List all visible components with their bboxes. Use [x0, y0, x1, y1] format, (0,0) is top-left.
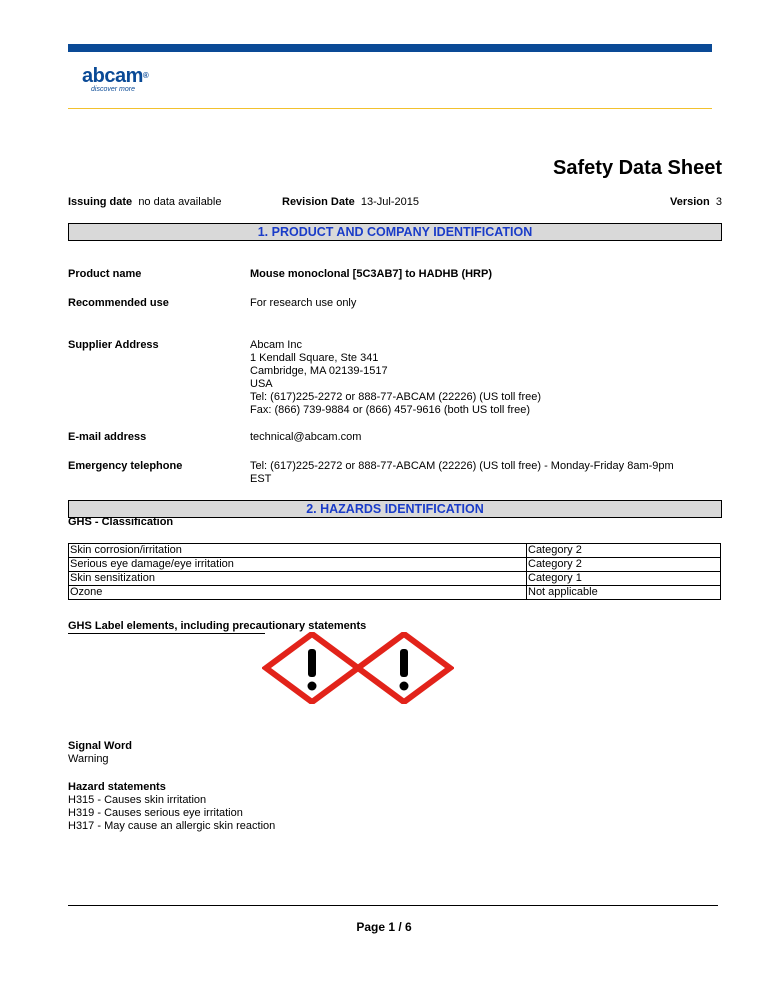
- supplier-line: 1 Kendall Square, Ste 341: [250, 352, 379, 364]
- issuing-date-value: no data available: [138, 196, 222, 208]
- table-row: [69, 586, 721, 600]
- revision-date-label: Revision Date: [282, 196, 355, 208]
- heading-underline: [68, 633, 265, 634]
- issuing-date: [68, 196, 222, 208]
- emergency-telephone-value: [250, 460, 674, 486]
- logo-text: abcam: [82, 65, 143, 87]
- product-name-value: Mouse monoclonal [5C3AB7] to HADHB (HRP): [250, 268, 493, 280]
- supplier-address-block: [250, 339, 541, 417]
- footer-rule: [68, 905, 718, 906]
- supplier-line: USA: [250, 378, 273, 390]
- hazard-category-cell: Category 1: [527, 572, 721, 586]
- hazard-category-cell: Not applicable: [527, 586, 721, 600]
- issuing-date-label: Issuing date: [68, 196, 133, 208]
- hazard-class-cell: Skin sensitization: [69, 572, 527, 586]
- signal-word-label: Signal Word: [68, 740, 132, 752]
- table-row: [69, 572, 721, 586]
- hazard-statement: H315 - Causes skin irritation: [68, 794, 207, 806]
- hazard-statement: H317 - May cause an allergic skin reaction: [68, 820, 276, 832]
- header-gold-rule: [68, 108, 712, 109]
- page-number: Page 1 / 6: [356, 920, 412, 934]
- section-2-heading: 2. HAZARDS IDENTIFICATION: [68, 500, 722, 518]
- abcam-logo: [82, 66, 148, 94]
- supplier-line: Abcam Inc: [250, 339, 302, 351]
- hazard-category-cell: Category 2: [527, 544, 721, 558]
- section-1-heading: 1. PRODUCT AND COMPANY IDENTIFICATION: [68, 223, 722, 241]
- ghs-classification-label: GHS - Classification: [68, 516, 174, 528]
- product-name-label: Product name: [68, 268, 142, 280]
- hazard-category-cell: Category 2: [527, 558, 721, 572]
- hazard-statements-label: Hazard statements: [68, 781, 166, 793]
- version-label: Version: [670, 196, 710, 208]
- supplier-line: Tel: (617)225-2272 or 888-77-ABCAM (22226) (US toll free): [250, 391, 542, 403]
- document-title: Safety Data Sheet: [553, 157, 722, 179]
- emergency-line: EST: [250, 473, 272, 485]
- revision-date: [282, 196, 419, 208]
- signal-word-value: Warning: [68, 753, 109, 765]
- version-value: 3: [715, 196, 722, 208]
- ghs-classification-table: [68, 543, 721, 600]
- supplier-line: Cambridge, MA 02139-1517: [250, 365, 388, 377]
- recommended-use-value: For research use only: [250, 297, 357, 309]
- hazard-statement: H319 - Causes serious eye irritation: [68, 807, 243, 819]
- email-value: technical@abcam.com: [250, 431, 362, 443]
- ghs-label-elements-heading: GHS Label elements, including precautionary statements: [68, 620, 367, 632]
- email-label: E-mail address: [68, 431, 147, 443]
- emergency-line: Tel: (617)225-2272 or 888-77-ABCAM (22226) (US toll free) - Monday-Friday 8am-9pm: [250, 460, 674, 472]
- emergency-telephone-label: Emergency telephone: [68, 460, 183, 472]
- header-blue-bar: [68, 44, 712, 52]
- exclamation-mark-pictogram-icon: [358, 634, 450, 702]
- hazard-class-cell: Serious eye damage/eye irritation: [69, 558, 527, 572]
- version: [670, 196, 722, 208]
- supplier-line: Fax: (866) 739-9884 or (866) 457-9616 (both US toll free): [250, 404, 531, 416]
- recommended-use-label: Recommended use: [68, 297, 169, 309]
- signal-word-block: [68, 740, 132, 766]
- table-row: [69, 544, 721, 558]
- hazard-class-cell: Skin corrosion/irritation: [69, 544, 527, 558]
- ghs-pictograms: [262, 632, 454, 707]
- hazard-statements-block: [68, 781, 275, 833]
- exclamation-mark-pictogram-icon: [266, 634, 358, 702]
- hazard-class-cell: Ozone: [69, 586, 527, 600]
- logo-tagline: discover more: [91, 86, 135, 93]
- table-row: [69, 558, 721, 572]
- registered-mark-icon: ®: [142, 71, 149, 80]
- supplier-address-label: Supplier Address: [68, 339, 159, 351]
- revision-date-value: 13-Jul-2015: [360, 196, 419, 208]
